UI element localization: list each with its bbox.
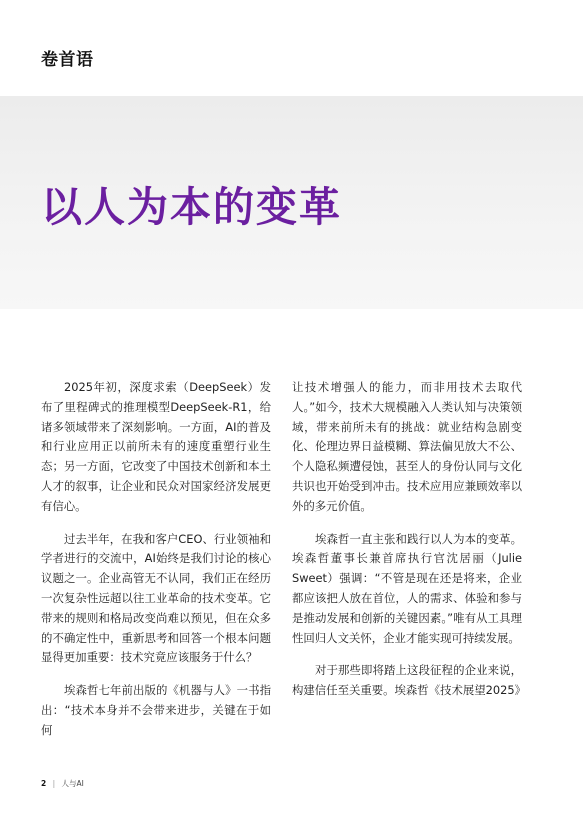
left-column xyxy=(41,378,271,754)
publication-name: 人与AI xyxy=(61,779,84,788)
paragraph: 2025年初，深度求索（DeepSeek）发布了里程碑式的推理模型DeepSeek-R1，给诸多领域带来了深刻影响。一方面，AI的普及和行业应用正以前所未有的速度重塑行业生态；另一方面，它改变了中国技术创新和本土人才的叙事，让企业和民众对国家经济发展更有信心。 xyxy=(41,380,271,513)
page-number: 2 xyxy=(41,779,47,788)
paragraph: 埃森哲一直主张和践行以人为本的变革。埃森哲董事长兼首席执行官沈居丽（Julie Sweet）强调：“不管是现在还是将来，企业都应该把人放在首位，人的需求、体验和参与是推动发展和创新的关键因素。”唯有从工具理性回归人文关怀，企业才能实现可持续发展。 xyxy=(292,531,522,645)
page-footer xyxy=(41,778,84,789)
paragraph: 埃森哲七年前出版的《机器与人》一书指出：“技术本身并不会带来进步，关键在于如何 xyxy=(41,683,271,737)
footer-separator: | xyxy=(52,779,56,788)
paragraph: 对于那些即将踏上这段征程的企业来说，构建信任至关重要。埃森哲《技术展望2025》 xyxy=(292,663,527,698)
paragraph: 过去半年，在我和客户CEO、行业领袖和学者进行的交流中，AI始终是我们讨论的核心议题之一。企业高管无不认同，我们正在经历一次复杂性远超以往工业革命的技术变革。它带来的规则和格局改变尚难以预见，但在众多的不确定性中，重新思考和回答一个根本问题显得更加重要：技术究竟应该服务于什么？ xyxy=(41,531,271,665)
hero-banner xyxy=(0,96,583,309)
article-title: 以人为本的变革 xyxy=(41,183,342,231)
paragraph-continuation: 让技术增强人的能力，而非用技术去取代人。”如今，技术大规模融入人类认知与决策领域，带来前所未有的挑战：就业结构急剧变化、伦理边界日益模糊、算法偏见放大不公、个人隐私频遭侵蚀，甚至人的身份认同与文化共识也开始受到冲击。技术应用应兼顾效率以外的多元价值。 xyxy=(292,380,522,513)
right-column xyxy=(292,378,527,714)
section-label: 卷首语 xyxy=(41,50,94,70)
